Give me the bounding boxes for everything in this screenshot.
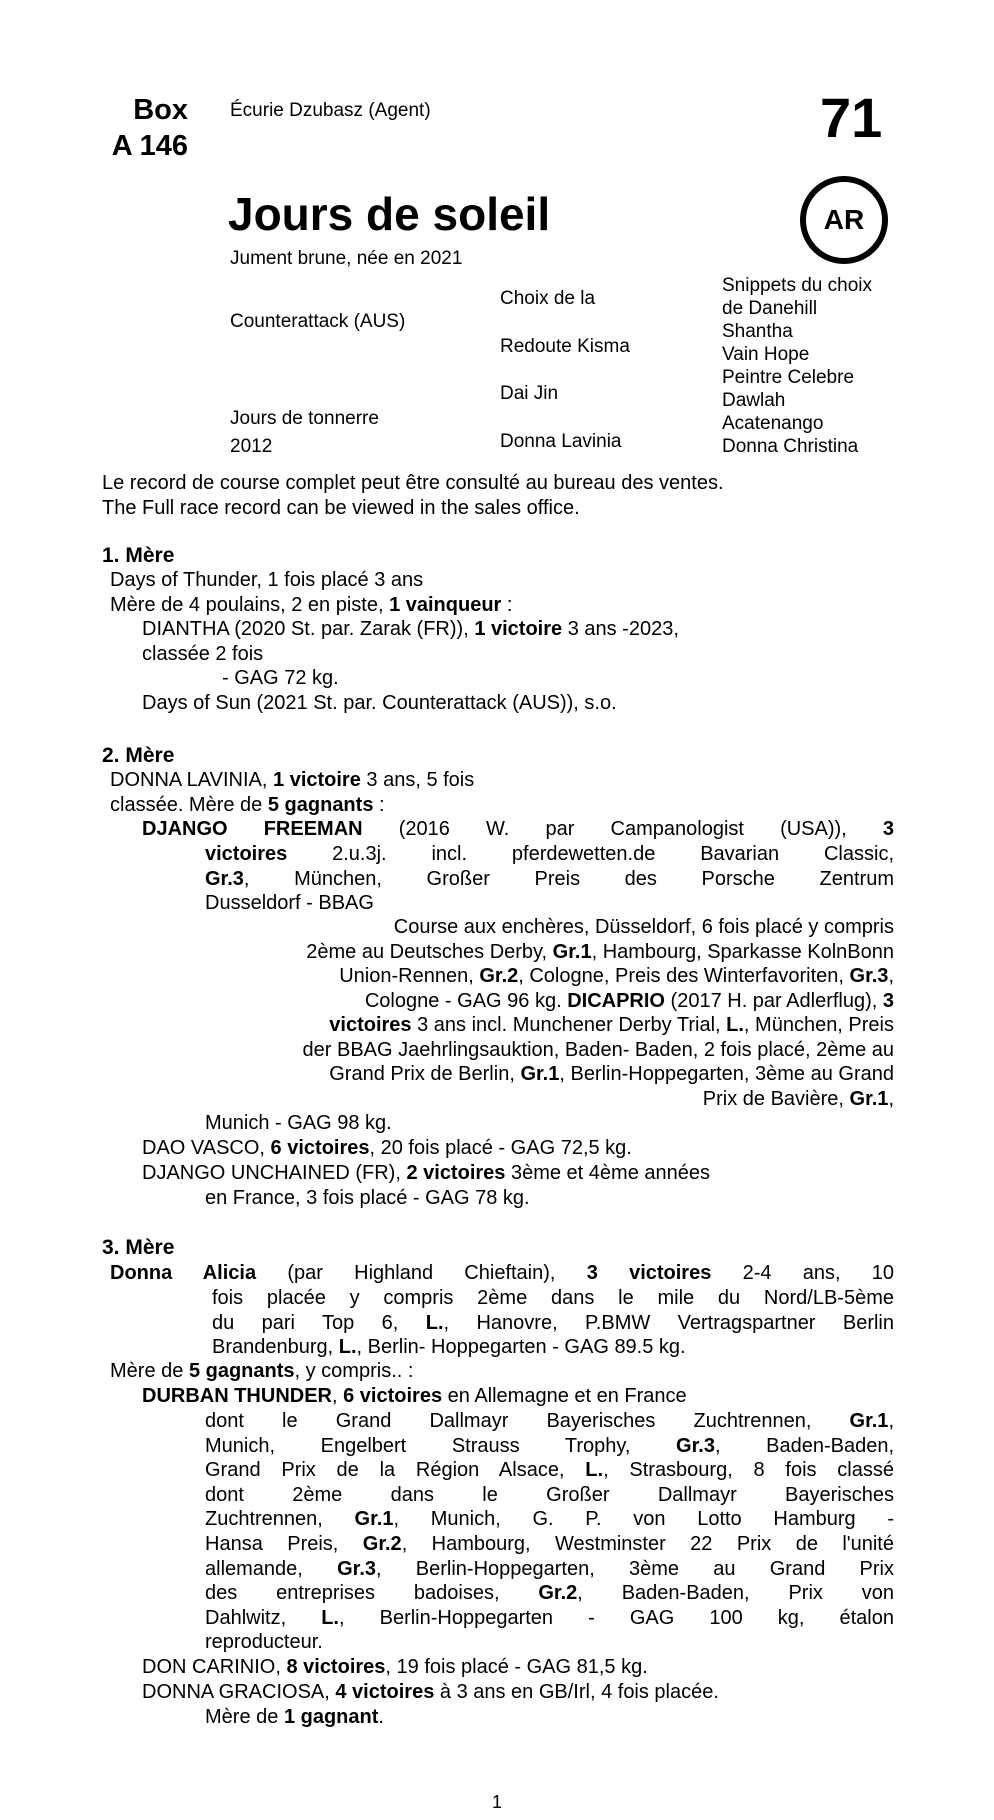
ped-ancestor: Vain Hope xyxy=(722,344,810,365)
section-1-body xyxy=(110,568,910,617)
horse-description: Jument brune, née en 2021 xyxy=(230,248,463,269)
box-label-line1: Box xyxy=(133,94,188,126)
produce-django-freeman-cont: victoires 2.u.3j. incl. pferdewetten.de Bavarian Classic, Gr.3, München, Großer Preis des Porsche Zentrum Dusseldorf - BBAG xyxy=(205,843,894,914)
pedigree-sire-dam: Redoute Kisma xyxy=(500,336,630,357)
notice-line-en: The Full race record can be viewed in the sales office. xyxy=(102,496,580,519)
pedigree-dam-dam: Donna Lavinia xyxy=(500,431,622,452)
horse-name: Jours de soleil xyxy=(228,188,551,240)
pedigree-sire: Counterattack (AUS) xyxy=(230,311,406,332)
produce-don-carinio: DON CARINIO, 8 victoires, 19 fois placé - GAG 81,5 kg. xyxy=(142,1656,648,1678)
ped-ancestor: Snippets du choix xyxy=(722,275,872,296)
produce-dicaprio-gag: Munich - GAG 98 kg. xyxy=(205,1112,392,1134)
produce-django-unchained: DJANGO UNCHAINED (FR), 2 victoires 3ème et 4ème années en France, 3 fois placé - GAG 78 kg. xyxy=(142,1162,710,1209)
dam-summary: Days of Thunder, 1 fois placé 3 ans xyxy=(110,569,424,591)
ped-ancestor: de Danehill xyxy=(722,298,818,319)
sales-notice xyxy=(102,471,902,520)
ar-badge xyxy=(800,176,888,264)
section-1-heading: 1. Mère xyxy=(102,544,175,567)
box-location xyxy=(96,92,188,164)
section-2-heading: 2. Mère xyxy=(102,744,175,767)
third-dam-produce: Mère de 5 gagnants, y compris.. : xyxy=(110,1360,414,1382)
section-2-dam: DONNA LAVINIA, 1 victoire 3 ans, 5 fois classée. Mère de 5 gagnants : xyxy=(110,769,475,816)
third-dam-donna-alicia: Donna Alicia (par Highland Chieftain), 3 victoires 2-4 ans, 10 xyxy=(110,1262,895,1284)
produce-django-freeman-placings: Course aux enchères, Düsseldorf, 6 fois placé y compris 2ème au Deutsches Derby, Gr.1, Hambourg, Sparkasse KolnBonn Union-Rennen, Gr.2, Cologne, Preis des Winterfavoriten, Gr.3, Cologne - GAG 96 kg. DICAPRIO (2017 H. par Adlerflug), 3 victoires 3 ans incl. Munchener Derby Trial, L., München, Preis der BBAG Jaehrlingsauktion, Baden- Baden, 2 fois placé, 2ème au Grand Prix de Berlin, Gr.1, Berlin-Hoppegarten, 3ème au Grand Prix de Bavière, Gr.1, xyxy=(120,915,894,1111)
produce-dicaprio: Cologne - GAG 96 kg. DICAPRIO (2017 H. par Adlerflug), 3 xyxy=(364,989,894,1012)
produce-days-of-sun: Days of Sun (2021 St. par. Counterattack (AUS)), s.o. xyxy=(142,691,617,714)
agent-name: Écurie Dzubasz (Agent) xyxy=(230,100,431,121)
box-label-line2: A 146 xyxy=(111,130,188,162)
pedigree-third-generation xyxy=(722,274,872,458)
ped-ancestor: Shantha xyxy=(722,321,793,342)
notice-line-fr: Le record de course complet peut être consulté au bureau des ventes. xyxy=(102,472,724,494)
produce-durban-thunder-record: dont le Grand Dallmayr Bayerisches Zuchtrennen, Gr.1, Munich, Engelbert Strauss Trophy, Gr.3, Baden-Baden, Grand Prix de la Région Alsace, L., Strasbourg, 8 fois classé dont 2ème dans le Großer Dallmayr Bayerisches Zuchtrennen, Gr.1, Munich, G. P. von Lotto Hamburg - Hansa Preis, Gr.2, Hambourg, Westminster 22 Prix de l'unité allemande, Gr.3, Berlin-Hoppegarten, 3ème au Grand Prix des entreprises badoises, Gr.2, Baden-Baden, Prix von Dahlwitz, L., Berlin-Hoppegarten - GAG 100 kg, étalon reproducteur. xyxy=(205,1410,895,1654)
ped-ancestor: Peintre Celebre xyxy=(722,367,855,388)
ar-badge-text: AR xyxy=(823,204,865,235)
produce-diantha: DIANTHA (2020 St. par. Zarak (FR)), 1 victoire 3 ans -2023, classée 2 fois - GAG 72 kg. Days of Sun (2021 St. par. Counterattack (AUS)), s.o. xyxy=(142,617,902,715)
dam-produce-summary: Mère de 4 poulains, 2 en piste, 1 vainqueur : xyxy=(110,593,513,616)
pedigree-dam-sire: Dai Jin xyxy=(500,383,559,404)
produce-donna-graciosa: DONNA GRACIOSA, 4 victoires à 3 ans en GB/Irl, 4 fois placée. Mère de 1 gagnant. xyxy=(142,1681,719,1728)
pedigree-dam: Jours de tonnerre xyxy=(230,408,379,429)
produce-dao-vasco: DAO VASCO, 6 victoires, 20 fois placé - GAG 72,5 kg. xyxy=(142,1137,632,1159)
pedigree-dam-year: 2012 xyxy=(230,436,273,457)
page-number: 1 xyxy=(491,1792,502,1812)
ped-ancestor: Donna Christina xyxy=(722,436,859,457)
produce-durban-thunder: DURBAN THUNDER, 6 victoires en Allemagne et en France xyxy=(142,1385,687,1407)
lot-number: 71 xyxy=(820,86,883,149)
ped-ancestor: Dawlah xyxy=(722,390,786,411)
third-dam-record: fois placée y compris 2ème dans le mile du Nord/LB-5ème du pari Top 6, L., Hanovre, P.BMW Vertragspartner Berlin Brandenburg, L., Berlin- Hoppegarten - GAG 89.5 kg. xyxy=(212,1287,894,1358)
section-3-heading: 3. Mère xyxy=(102,1236,175,1259)
ped-ancestor: Acatenango xyxy=(722,413,824,434)
pedigree-sire-sire: Choix de la xyxy=(500,288,596,309)
produce-django-freeman: DJANGO FREEMAN (2016 W. par Campanologist (USA)), 3 xyxy=(142,818,894,840)
